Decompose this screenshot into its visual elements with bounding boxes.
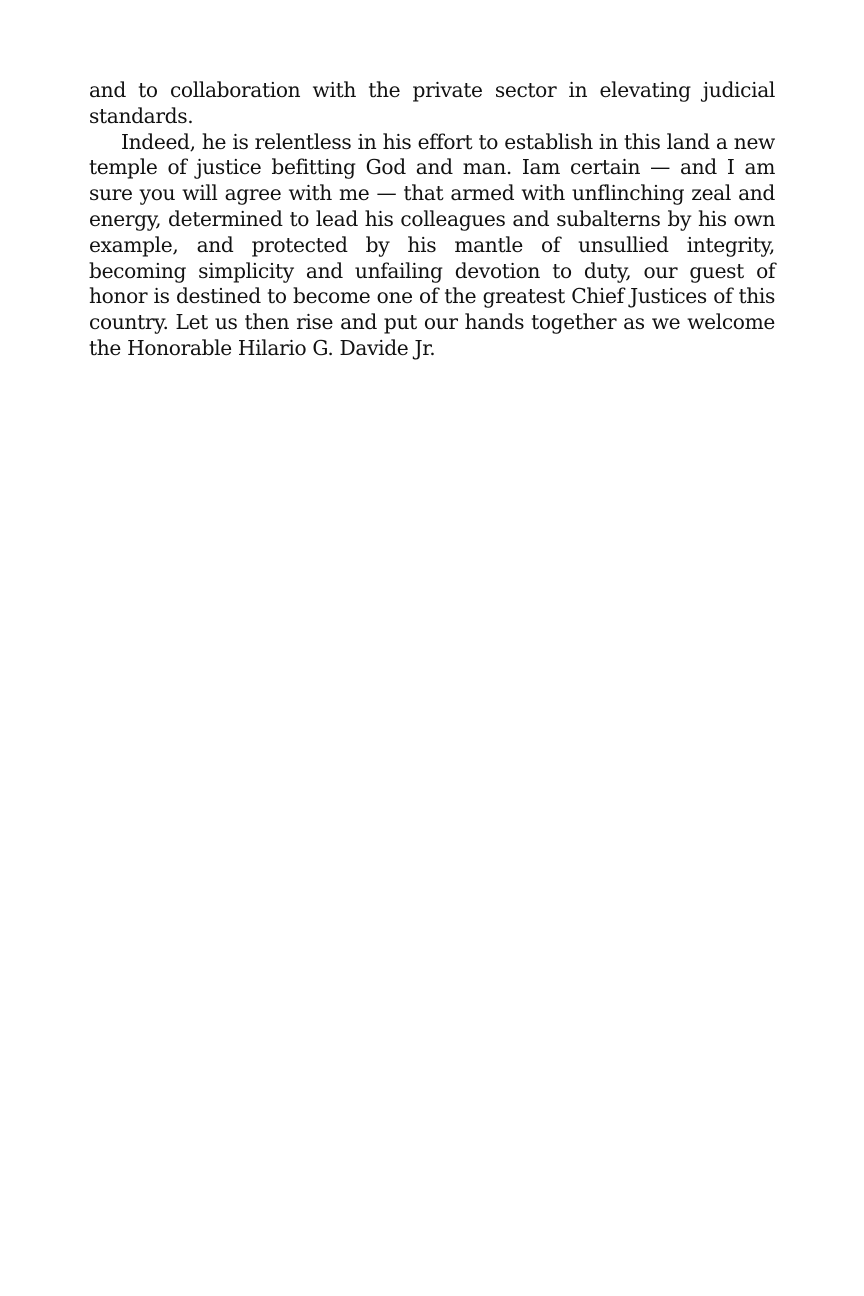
paragraph-closing-introduction: Indeed, he is relentless in his effort to establish in this land a new temple of justice befitting God and man. Iam certain — and I am sure you will agree with me — that armed with unflinching zeal and energy, determined to lead his colleagues and subalterns by his own example, and protected by his mantle of unsullied integrity, becoming simplicity and unfailing devotion to duty, our guest of honor is destined to become one of the greatest Chief Justices of this country. Let us then rise and put our hands together as we welcome the Honorable Hilario G. Davide Jr. — [89, 129, 775, 360]
body-text — [89, 78, 775, 362]
paragraph-continuation: and to collaboration with the private sector in elevating judicial standards. — [89, 78, 775, 128]
